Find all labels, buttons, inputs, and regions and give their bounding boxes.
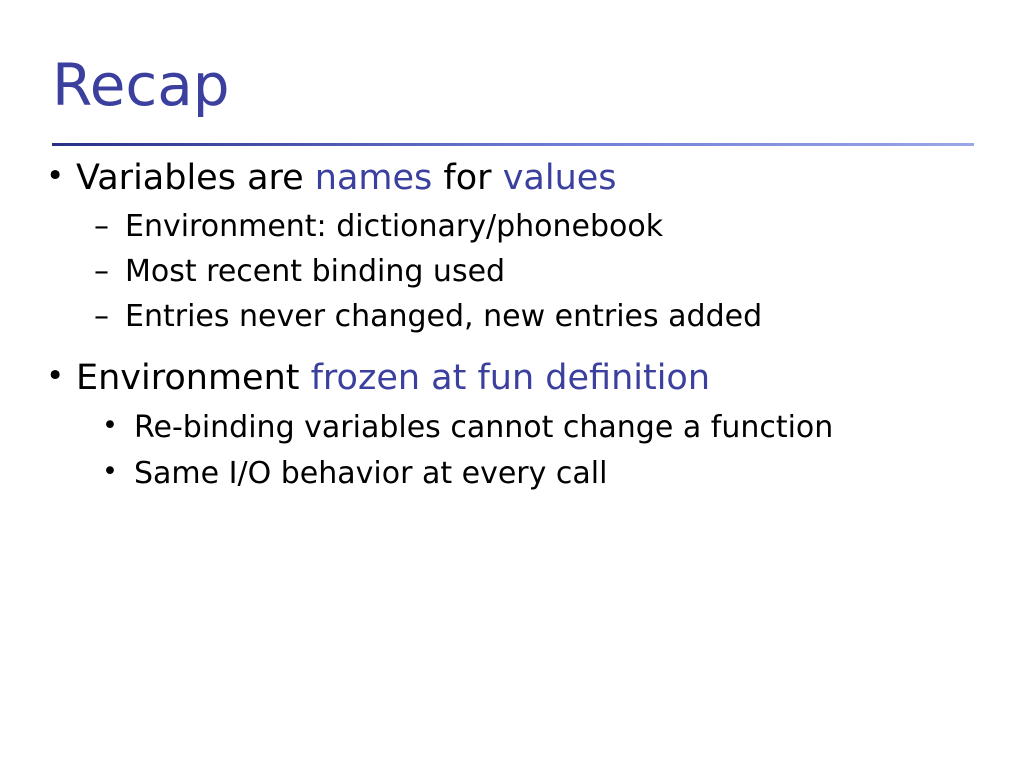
bullet-text-pre: Variables are: [76, 158, 315, 198]
slide-body: [46, 158, 986, 502]
sub-bullet-item-environment-dictionary: [46, 209, 986, 245]
bullet-text: [76, 358, 986, 399]
bullet-dot-icon: •: [46, 158, 65, 194]
bullet-item-environment-frozen: [46, 358, 986, 399]
bullet-text-pre: Environment: [76, 358, 311, 399]
sub-bullet-item-rebinding-variables: [46, 410, 986, 446]
sub-bullet-text: Most recent binding used: [125, 254, 506, 290]
sub-bullet-text: Re-binding variables cannot change a function: [134, 409, 834, 445]
sub-bullet-text: Environment: dictionary/phonebook: [125, 209, 664, 245]
bullet-dash-icon: –: [94, 209, 109, 245]
sub-bullet-item-most-recent-binding: [46, 254, 986, 290]
bullet-item-variables-are-names: [46, 158, 986, 199]
bullet-dash-icon: –: [94, 299, 109, 335]
bullet-dot-icon: •: [46, 358, 65, 395]
sub-bullet-item-same-io-behavior: [46, 456, 986, 492]
bullet-text-accent-values: values: [502, 158, 617, 198]
bullet-dash-icon: –: [94, 254, 109, 290]
bullet-dot-icon: •: [102, 409, 118, 441]
spacer: [46, 344, 986, 358]
bullet-text-accent-frozen: frozen at fun definition: [310, 358, 711, 399]
bullet-text-mid: for: [432, 158, 503, 198]
bullet-text: [76, 158, 986, 199]
sub-bullet-text: Entries never changed, new entries added: [125, 299, 763, 335]
title-underline-rule: [52, 143, 974, 146]
bullet-dot-icon: •: [102, 455, 118, 487]
page-title: Recap: [52, 51, 230, 119]
sub-bullet-item-entries-never-changed: [46, 299, 986, 335]
sub-bullet-text: Same I/O behavior at every call: [134, 455, 608, 491]
bullet-text-accent-names: names: [314, 158, 433, 198]
